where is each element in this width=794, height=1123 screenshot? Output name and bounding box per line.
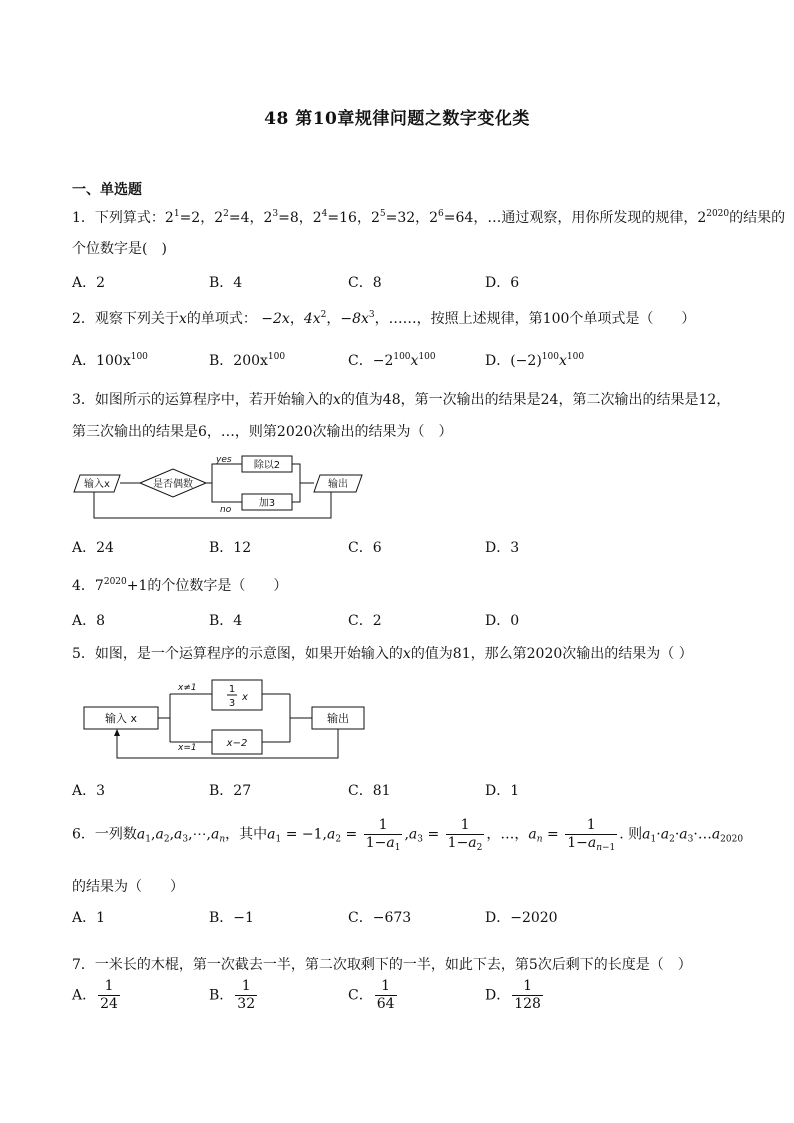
option-a[interactable]: A．24 bbox=[72, 540, 114, 556]
option-b[interactable]: B．$200x^{100}$ bbox=[209, 352, 286, 369]
question-3-stem: 3．如图所示的运算程序中，若开始输入的x的值为48，第一次输出的结果是24，第二次输出的结果是12， bbox=[72, 392, 731, 408]
option-d[interactable]: D． $\frac{1}{128}$ bbox=[485, 978, 541, 1012]
option-c[interactable]: C．2 bbox=[348, 613, 382, 629]
fraction-an: $\frac{1}{1-a_{n-1}}$ bbox=[567, 817, 616, 853]
option-c[interactable]: C．6 bbox=[348, 540, 382, 556]
flowchart-3 bbox=[72, 452, 372, 524]
decision-label: 是否偶数 bbox=[153, 479, 193, 490]
option-c[interactable]: C．−673 bbox=[348, 910, 412, 926]
section-heading: 一、单选题 bbox=[72, 182, 142, 198]
option-a[interactable]: A．1 bbox=[72, 910, 106, 926]
option-b[interactable]: B．4 bbox=[209, 613, 243, 629]
option-a[interactable]: A．8 bbox=[72, 613, 106, 629]
option-d[interactable]: D．1 bbox=[485, 783, 520, 799]
input-label: 输入 x bbox=[104, 712, 138, 725]
frac-x: x bbox=[242, 692, 248, 703]
option-a[interactable]: A． $\frac{1}{24}$ bbox=[72, 978, 118, 1012]
option-b[interactable]: B．4 bbox=[209, 275, 243, 291]
question-3-stem-cont: 第三次输出的结果是6，…，则第2020次输出的结果为（ ） bbox=[72, 424, 453, 440]
question-5-stem: 5．如图，是一个运算程序的示意图，如果开始输入的x的值为81，那么第2020次输出的结果为（ ） bbox=[72, 646, 693, 662]
option-d[interactable]: D．6 bbox=[485, 275, 520, 291]
flowchart-5 bbox=[80, 676, 370, 762]
question-5-options bbox=[72, 780, 732, 802]
option-a[interactable]: A．3 bbox=[72, 783, 106, 799]
question-6-options bbox=[72, 907, 732, 929]
option-d[interactable]: D．0 bbox=[485, 613, 520, 629]
no-label: no bbox=[220, 505, 232, 515]
option-c[interactable]: C．8 bbox=[348, 275, 382, 291]
divide-label: 除以2 bbox=[253, 460, 281, 471]
question-4-stem: 4．$7^{2020}+1$的个位数字是（ ） bbox=[72, 577, 288, 594]
fraction-a3: $\frac{1}{1-a_2}$ bbox=[447, 817, 483, 853]
question-6-stem-cont: 的结果为（ ） bbox=[72, 879, 184, 895]
page-title: 48 第10章规律问题之数字变化类 bbox=[264, 109, 530, 129]
add-label: 加3 bbox=[258, 498, 276, 509]
question-3-options bbox=[72, 537, 732, 559]
question-4-options bbox=[72, 610, 732, 632]
option-a[interactable]: A．$100x^{100}$ bbox=[72, 352, 148, 369]
fraction-a2: $\frac{1}{1-a_1}$ bbox=[365, 817, 401, 853]
top-condition: x≠1 bbox=[178, 683, 197, 693]
minus-2-label: x−2 bbox=[226, 738, 248, 749]
option-b[interactable]: B．12 bbox=[209, 540, 252, 556]
input-label: 输入x bbox=[84, 479, 110, 490]
bottom-condition: x=1 bbox=[178, 743, 197, 753]
option-b[interactable]: B． $\frac{1}{32}$ bbox=[209, 978, 256, 1012]
frac-denominator: 3 bbox=[228, 698, 236, 709]
question-7-stem: 7．一米长的木棍，第一次截去一半，第二次取剩下的一半，如此下去，第5次后剩下的长度是（ ） bbox=[72, 957, 692, 973]
option-c[interactable]: C． $\frac{1}{64}$ bbox=[348, 978, 395, 1012]
option-c[interactable]: C．81 bbox=[348, 783, 391, 799]
question-6-stem: 6．一列数$a_1,a_2,a_3,\cdots,a_n$，其中$a_1 = -1,a_2$ = $\frac{1}{1-a_1}$ $,a_3$ = $\frac{1}{1-a_2}$ ，…，$a_n$ = $\frac{1}{1-a_{n-1}}$ . 则$a_1\cdot a_2\cdot a_3\cdot\dots a_{2020}$ bbox=[72, 817, 744, 853]
option-b[interactable]: B．−1 bbox=[209, 910, 254, 926]
question-1-stem-cont: 个位数字是( ) bbox=[72, 241, 167, 257]
question-2-stem: 2．观察下列关于x的单项式： −2x，$4x^2$，$-8x^3$，……，按照上述规律，第100个单项式是（ ） bbox=[72, 310, 696, 327]
output-label: 输出 bbox=[328, 479, 348, 490]
option-d[interactable]: D．$(-2)^{100}x^{100}$ bbox=[485, 352, 585, 369]
question-1-options bbox=[72, 272, 732, 294]
option-b[interactable]: B．27 bbox=[209, 783, 252, 799]
question-1-stem: 1．下列算式：$2^1=2$，$2^2=4$，$2^3=8$，$2^4=16$，$2^5=32$，$2^6=64$，…通过观察，用你所发现的规律，$2^{2020}$的结果的 bbox=[72, 209, 786, 226]
yes-label: yes bbox=[216, 455, 232, 465]
option-a[interactable]: A．2 bbox=[72, 275, 106, 291]
option-c[interactable]: C．$-2^{100}x^{100}$ bbox=[348, 352, 436, 369]
question-2-options bbox=[72, 350, 732, 372]
option-d[interactable]: D．−2020 bbox=[485, 910, 558, 926]
frac-numerator: 1 bbox=[228, 684, 236, 695]
option-d[interactable]: D．3 bbox=[485, 540, 520, 556]
output-label: 输出 bbox=[327, 712, 349, 725]
question-7-options bbox=[72, 978, 732, 1022]
